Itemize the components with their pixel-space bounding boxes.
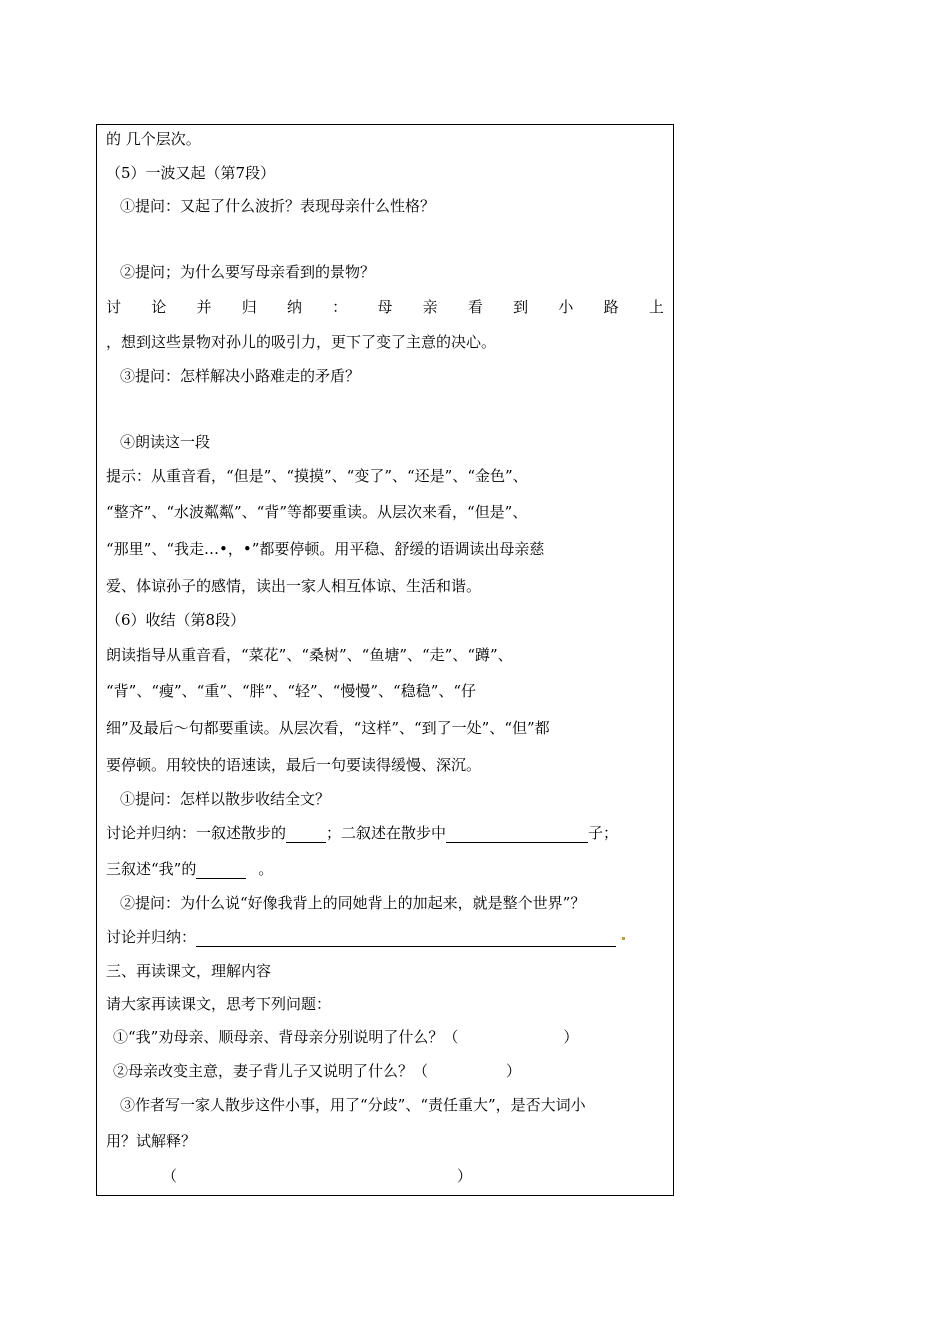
justified-line <box>106 297 664 317</box>
text-segment: 。 <box>258 860 274 878</box>
char: 小 <box>558 298 574 316</box>
question-text: ③作者写一家人散步这件小事，用了“分歧”、“责任重大”，是否大词小 <box>120 1096 586 1114</box>
fill-in-line <box>106 859 273 879</box>
answer-blank[interactable] <box>446 826 588 843</box>
answer-blank[interactable] <box>196 862 246 879</box>
text-line: 提示：从重音看，“但是”、“摸摸”、“变了”、“还是”、“金色”、 <box>106 467 528 485</box>
char: 上 <box>648 298 664 316</box>
answer-blank[interactable] <box>196 930 616 947</box>
text-line: 请大家再读课文，思考下列问题： <box>106 995 332 1013</box>
mark-dot <box>622 937 625 940</box>
char: 讨 <box>106 298 122 316</box>
text-segment: 子； <box>588 824 619 842</box>
text-segment: ；二叙述在散步中 <box>326 824 447 842</box>
question-with-blank <box>113 1061 521 1081</box>
char: 并 <box>196 298 212 316</box>
char: 亲 <box>422 298 438 316</box>
char: 路 <box>603 298 619 316</box>
text-line: 的 几个层次。 <box>106 130 201 148</box>
text-segment: （ <box>162 1167 178 1185</box>
text-segment: ） <box>506 1062 522 1080</box>
text-segment: ①“我”劝母亲、顺母亲、背母亲分别说明了什么？（ <box>113 1028 459 1046</box>
question-text: ②提问：为什么说“好像我背上的同她背上的加起来，就是整个世界”？ <box>120 894 586 912</box>
section-heading-5: （5）一波又起（第7段） <box>106 164 276 182</box>
text-segment: ） <box>457 1167 473 1185</box>
text-line: 爱、体谅孙子的感情，读出一家人相互体谅、生活和谐。 <box>106 577 482 595</box>
char: 母 <box>377 298 393 316</box>
text-segment: ） <box>563 1028 579 1046</box>
question-text: ④朗读这一段 <box>120 433 211 451</box>
question-text: ③提问：怎样解决小路难走的矛盾？ <box>120 367 361 385</box>
section-heading-3: 三、再读课文，理解内容 <box>106 962 272 980</box>
question-text: ②提问；为什么要写母亲看到的景物？ <box>120 263 376 281</box>
text-line: ，想到这些景物对孙儿的吸引力，更下了变了主意的决心。 <box>106 333 497 351</box>
char: 到 <box>513 298 529 316</box>
text-line: 要停顿。用较快的语速读，最后一句要读得缓慢、深沉。 <box>106 756 482 774</box>
question-text: ①提问：怎样以散步收结全文？ <box>120 790 331 808</box>
text-segment: ②母亲改变主意，妻子背儿子又说明了什么？（ <box>113 1062 429 1080</box>
char: 看 <box>467 298 483 316</box>
char: 归 <box>241 298 257 316</box>
text-segment: 讨论并归纳： <box>106 928 197 946</box>
question-with-blank <box>113 1027 578 1047</box>
char: 纳 <box>286 298 302 316</box>
fill-in-line <box>106 927 616 947</box>
text-segment: 三叙述“我”的 <box>106 860 197 878</box>
text-line: “背”、“瘦”、“重”、“胖”、“轻”、“慢慢”、“稳稳”、“仔 <box>106 682 477 700</box>
section-heading-6: （6）收结（第8段） <box>106 611 246 629</box>
char: ： <box>332 298 348 316</box>
fill-in-line <box>106 823 618 843</box>
answer-parentheses <box>162 1166 472 1186</box>
text-line: “那里”、“我走…•，•”都要停顿。用平稳、舒缓的语调读出母亲慈 <box>106 540 545 558</box>
text-segment: 讨论并归纳：一叙述散步的 <box>106 824 287 842</box>
question-text: ①提问：又起了什么波折？表现母亲什么性格？ <box>120 197 436 215</box>
text-line: 朗读指导从重音看，“菜花”、“桑树”、“鱼塘”、“走”、“蹲”、 <box>106 646 513 664</box>
char: 论 <box>151 298 167 316</box>
text-line: 细”及最后～句都要重读。从层次看，“这样”、“到了一处”、“但”都 <box>106 719 550 737</box>
text-line: 用？试解释？ <box>106 1132 197 1150</box>
text-line: “整齐”、“水波粼粼”、“背”等都要重读。从层次来看，“但是”、 <box>106 503 528 521</box>
answer-blank[interactable] <box>286 826 326 843</box>
